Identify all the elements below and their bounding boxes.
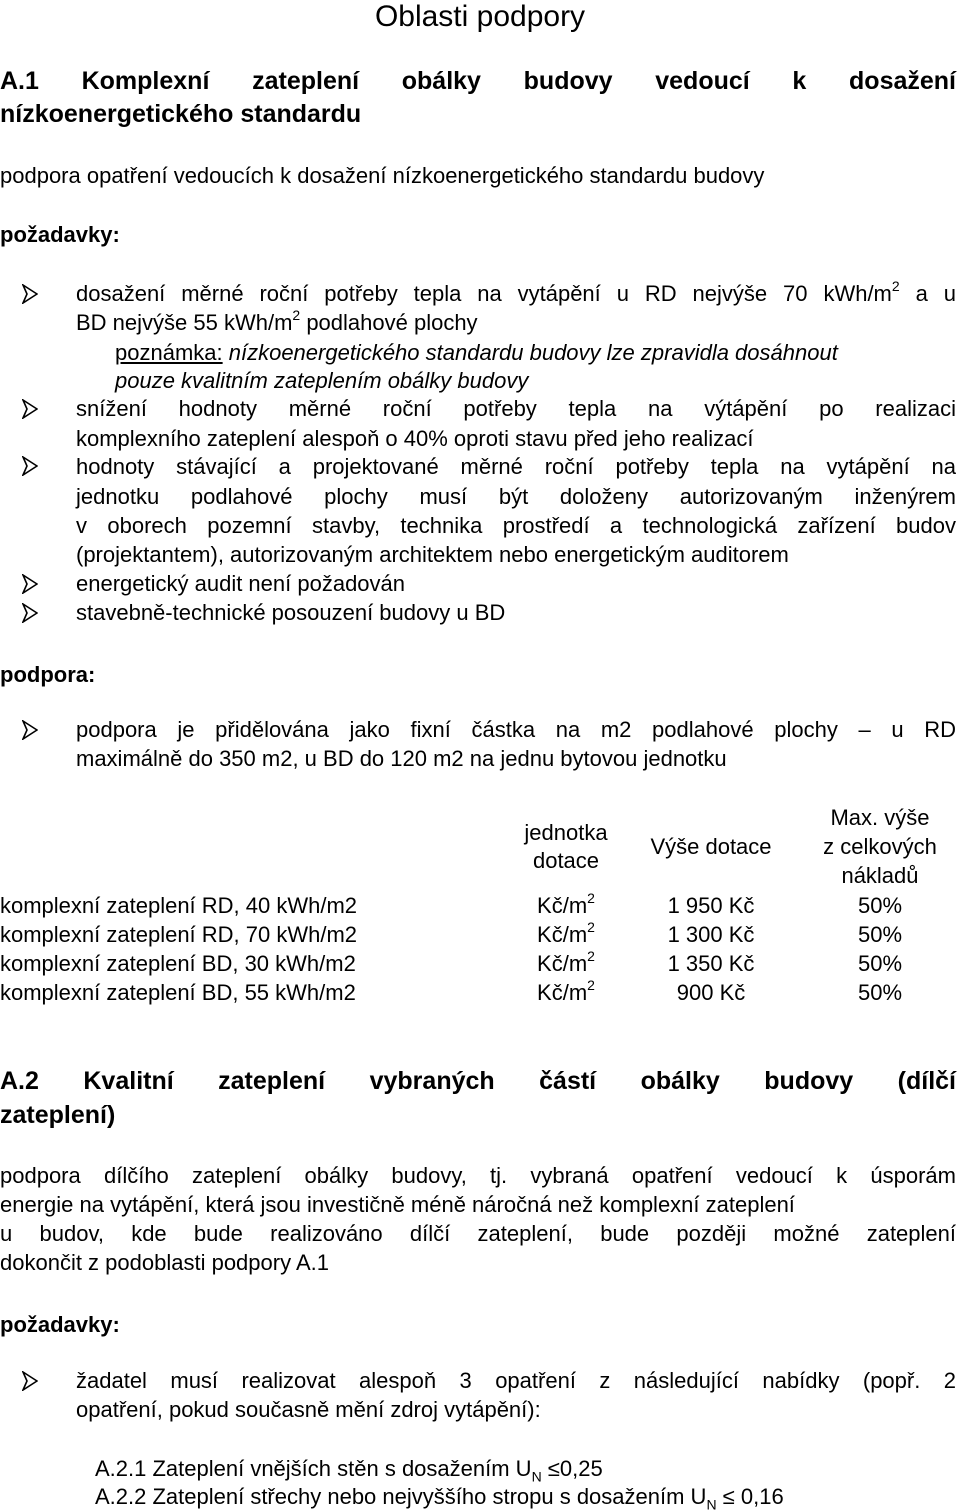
bullet3-line3: v oborech pozemní stavby, technika prostředí a technologická zařízení budov [76, 513, 956, 538]
support-line2: maximálně do 350 m2, u BD do 120 m2 na jednu bytovou jednotku [76, 746, 727, 771]
row-amount: 1 350 Kč [667, 951, 755, 976]
a2-item1: A.2.1 Zateplení vnějších stěn s dosažením $U_N \le 0,25$ [95, 1456, 603, 1485]
row-label: komplexní zateplení RD, 70 kWh/m2 [0, 922, 358, 947]
bullet2-line1: snížení hodnoty měrné roční potřeby tepla na výtápění po realizaci [76, 396, 956, 421]
bullet5: stavebně-technické posouzení budovy u BD [76, 600, 506, 625]
bullet3-line4: (projektantem), autorizovaným architektem nebo energetickým auditorem [76, 542, 789, 567]
section-a1-intro: podpora opatření vedoucích k dosažení nízkoenergetického standardu budovy [0, 163, 765, 188]
row-unit: $Kč/m^2$ [537, 976, 595, 1005]
table-head-unit-1: jednotka [524, 820, 608, 845]
requirements-label-a2: požadavky: [0, 1312, 120, 1337]
row-unit: $Kč/m^2$ [537, 889, 595, 918]
table-head-max-1: Max. výše [830, 805, 930, 830]
row-max: 50% [857, 922, 903, 947]
section-a2-heading-line1: A.2 Kvalitní zateplení vybraných částí obálky budovy (dílčí [0, 1067, 956, 1095]
table-head-max-3: nákladů [841, 863, 919, 888]
a2-bullet1-line1: žadatel musí realizovat alespoň 3 opatření z následující nabídky (popř. 2 [76, 1368, 956, 1393]
arrow-bullet-icon [22, 574, 40, 596]
row-max: 50% [857, 951, 903, 976]
bullet3-line1: hodnoty stávající a projektované měrné roční potřeby tepla na vytápění na [76, 454, 956, 479]
bullet4: energetický audit není požadován [76, 571, 406, 596]
section-a2-heading-line2: zateplení) [0, 1101, 116, 1129]
page-title: Oblasti podpory [374, 0, 586, 33]
arrow-bullet-icon [22, 603, 40, 625]
section-a1-heading-line2: nízkoenergetického standardu [0, 100, 362, 128]
bullet3-line2: jednotku podlahové plochy musí být doloženy autorizovaným inženýrem [76, 484, 956, 509]
arrow-bullet-icon [22, 399, 40, 421]
a2-item2: A.2.2 Zateplení střechy nebo nejvyššího stropu s dosažením $U_N \le 0,16$ [95, 1484, 784, 1512]
table-head-amount: Výše dotace [650, 834, 772, 859]
note-line2: pouze kvalitním zateplením obálky budovy [115, 368, 529, 393]
a2-bullet1-line2: opatření, pokud současně mění zdroj vytápění): [76, 1397, 541, 1422]
support-label: podpora: [0, 662, 96, 687]
section-a1-heading-line1: A.1 Komplexní zateplení obálky budovy vedoucí k dosažení [0, 67, 956, 95]
bullet1-line2: BD nejvýše 55 kWh/$m^2$ podlahové plochy [76, 306, 478, 335]
bullet2-line2: komplexního zateplení alespoň o 40% oproti stavu před jeho realizací [76, 426, 754, 451]
arrow-bullet-icon [22, 456, 40, 478]
row-max: 50% [857, 980, 903, 1005]
section-a2-para-line2: energie na vytápění, která jsou investičně méně náročná než komplexní zateplení [0, 1192, 795, 1217]
arrow-bullet-icon [22, 1371, 40, 1393]
row-unit: $Kč/m^2$ [537, 947, 595, 976]
row-amount: 900 Kč [676, 980, 746, 1005]
requirements-label: požadavky: [0, 222, 120, 247]
row-label: komplexní zateplení BD, 30 kWh/m2 [0, 951, 356, 976]
arrow-bullet-icon [22, 284, 40, 306]
row-label: komplexní zateplení BD, 55 kWh/m2 [0, 980, 356, 1005]
table-head-max-2: z celkových [823, 834, 937, 859]
section-a2-para-line3: u budov, kde bude realizováno dílčí zateplení, bude později možné zateplení [0, 1221, 956, 1246]
row-label: komplexní zateplení RD, 40 kWh/m2 [0, 893, 358, 918]
section-a2-para-line1: podpora dílčího zateplení obálky budovy, tj. vybraná opatření vedoucí k úsporám [0, 1163, 956, 1188]
section-a2-para-line4: dokončit z podoblasti podpory A.1 [0, 1250, 330, 1275]
row-amount: 1 950 Kč [667, 893, 755, 918]
note-line1: poznámka: nízkoenergetického standardu budovy lze zpravidla dosáhnout [115, 340, 838, 365]
bullet1-line1: dosažení měrné roční potřeby tepla na vytápění u RD nejvýše 70 kWh/$m^2$ a u [76, 277, 956, 306]
table-head-unit-2: dotace [532, 848, 600, 873]
row-amount: 1 300 Kč [667, 922, 755, 947]
arrow-bullet-icon [22, 720, 40, 742]
row-unit: $Kč/m^2$ [537, 918, 595, 947]
support-line1: podpora je přidělována jako fixní částka na m2 podlahové plochy – u RD [76, 717, 956, 742]
row-max: 50% [857, 893, 903, 918]
